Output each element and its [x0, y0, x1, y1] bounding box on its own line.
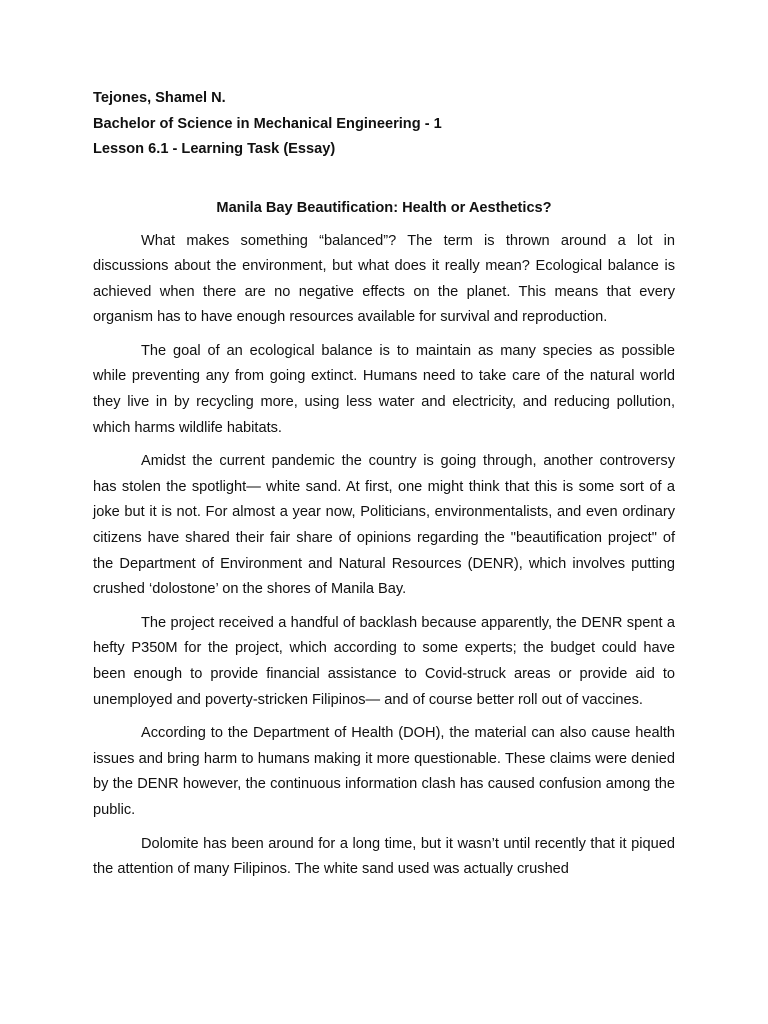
paragraph: Amidst the current pandemic the country is going through, another controversy has stolen the spotlight— white sand. At first, one might think that this is some sort of a joke but it is not. For almost a year now, Politicians, environmentalists, and even ordinary citizens have shared their fair share of opinions regarding the "beautification project" of the Department of Environment and Natural Resources (DENR), which involves putting crushed ‘dolostone’ on the shores of Manila Bay. — [93, 453, 675, 598]
paragraph: Dolomite has been around for a long time, but it wasn’t until recently that it piqued the attention of many Filipinos. The white sand used was actually crushed — [93, 835, 675, 878]
author-name: Tejones, Shamel N. — [93, 90, 226, 106]
paragraph: The project received a handful of backlash because apparently, the DENR spent a hefty P350M for the project, which according to some experts; the budget could have been enough to provide financial assistance to Covid-struck areas or provide aid to unemployed and poverty-stricken Filipinos— and of course better roll out of vaccines. — [93, 614, 675, 708]
document-content — [93, 86, 675, 883]
paragraph: The goal of an ecological balance is to maintain as many species as possible while preventing any from going extinct. Humans need to take care of the natural world they live in by recycling more, using less water and electricity, and reducing pollution, which harms wildlife habitats. — [93, 342, 675, 436]
paragraph: According to the Department of Health (DOH), the material can also cause health issues and bring harm to humans making it more questionable. These claims were denied by the DENR however, the continuous information clash has caused confusion among the public. — [93, 725, 675, 818]
essay-title: Manila Bay Beautification: Health or Aesthetics? — [216, 199, 552, 216]
lesson-line: Lesson 6.1 - Learning Task (Essay) — [93, 141, 336, 157]
paragraph: What makes something “balanced”? The term is thrown around a lot in discussions about the environment, but what does it really mean? Ecological balance is achieved when there are no negative effects on the planet. This means that every organism has to have enough resources available for survival and reproduction. — [93, 232, 675, 326]
program-line: Bachelor of Science in Mechanical Engineering - 1 — [93, 115, 442, 132]
